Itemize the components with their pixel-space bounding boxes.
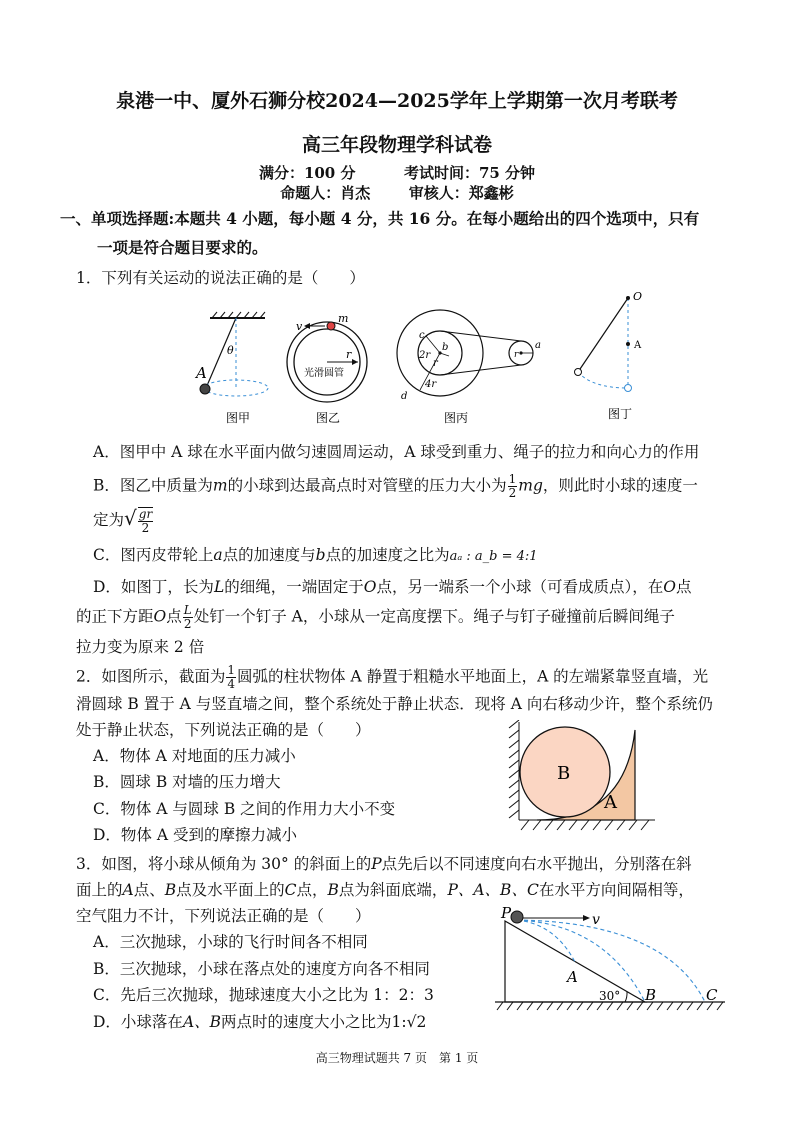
q1-stem: 1．下列有关运动的说法正确的是（ ） — [76, 269, 365, 287]
q3-figure — [495, 906, 730, 1016]
bing-label-4r: 4r — [425, 379, 437, 390]
q3-option-A: A．三次抛球，小球的飞行时间各不相同 — [93, 933, 368, 951]
q2-stem-line1: 2．如图所示，截面为 $\frac{1}{4}$ 圆弧的柱状物体 A 静置于粗糙水平地面上，A 的左端紧靠竖直墙，光 — [76, 663, 709, 691]
q1-B-fraction: $\frac{1}{2}$ — [508, 472, 517, 500]
exam-meta-row2 — [0, 182, 794, 203]
q1-option-A: A．图甲中 A 球在水平面内做匀速圆周运动，A 球受到重力、绳子的拉力和向心力的作用 — [93, 443, 700, 461]
q1-B-text3: ，则此时小球的速度一 — [542, 476, 698, 495]
ding-label-O: O — [633, 290, 643, 303]
jia-label-theta: θ — [227, 344, 234, 357]
q1-B-mg: mg — [518, 476, 543, 495]
fig-label-A: A — [604, 792, 617, 813]
bing-label-r-small: r — [514, 350, 519, 360]
figure-ding — [575, 290, 643, 421]
q1-option-B-line2: 定为√ $\frac{gr}{2}$ — [93, 506, 153, 535]
q3-fig-label-C: C — [706, 986, 718, 1004]
q3-fig-label-angle: 30° — [599, 989, 621, 1003]
page-footer: 高三物理试题共 7 页 第 1 页 — [315, 1051, 479, 1065]
q1-B-m: m — [212, 476, 228, 495]
yi-label-m: m — [338, 312, 349, 325]
ding-label-A: A — [634, 340, 642, 351]
q3-option-C: C．先后三次抛球，抛球速度大小之比为 1：2：3 — [93, 986, 434, 1004]
exam-subtitle: 高三年段物理学科试卷 — [301, 134, 492, 156]
yi-label-r: r — [346, 348, 352, 361]
q2-fraction: $\frac{1}{4}$ — [227, 663, 236, 691]
q1-option-D-line3: 拉力变为原来 2 倍 — [76, 638, 205, 656]
section1-heading-line1: 一、单项选择题:本题共 4 小题，每小题 4 分，共 16 分。在每小题给出的四个选项中，只有 — [60, 209, 700, 228]
bing-label-b: b — [442, 342, 449, 353]
q2-option-A: A．物体 A 对地面的压力减小 — [93, 747, 296, 765]
figure-caption-jia: 图甲 — [226, 411, 251, 425]
figure-bing — [397, 310, 541, 425]
q2-option-B: B．圆球 B 对墙的压力增大 — [93, 773, 281, 791]
q1-figures — [190, 290, 670, 430]
jia-label-A: A — [196, 364, 207, 382]
q3-stem-line3: 空气阻力不计，下列说法正确的是（ ） — [76, 907, 371, 925]
bing-label-2r: 2r — [419, 350, 431, 361]
q1-B-text4: 定为 — [93, 511, 125, 529]
q2-figure — [505, 720, 665, 835]
q3-fig-label-v: v — [592, 912, 600, 928]
q3-stem-line2: 面上的A点、B点及水平面上的C点，B点为斜面底端，P、A、B、C在水平方向间隔相等， — [76, 881, 694, 899]
exam-meta-row1 — [0, 162, 794, 183]
yi-label-v: v — [296, 320, 303, 333]
bing-label-r: r — [433, 358, 438, 369]
question-reviewer: 审核人：郑鑫彬 — [408, 184, 514, 202]
q2-stem-line3: 处于静止状态，下列说法正确的是（ ） — [76, 721, 371, 739]
fig-label-B: B — [557, 763, 571, 784]
q1-B-text1: B．图乙中质量为 — [93, 476, 213, 495]
q3-stem-line1: 3．如图，将小球从倾角为 30° 的斜面上的P点先后以不同速度向右水平抛出，分别落在斜 — [76, 855, 692, 873]
q3-option-B: B．三次抛球，小球在落点处的速度方向各不相同 — [93, 960, 430, 978]
q1-B-text2: 的小球到达最高点时对管壁的压力大小为 — [227, 476, 507, 495]
q2-option-C: C．物体 A 与圆球 B 之间的作用力大小不变 — [93, 800, 396, 818]
q2-option-D: D．物体 A 受到的摩擦力减小 — [93, 826, 297, 844]
bing-label-a: a — [535, 340, 541, 351]
figure-caption-yi: 图乙 — [316, 411, 341, 425]
q3-fig-label-B: B — [645, 986, 657, 1004]
q3-fig-label-A: A — [567, 968, 578, 986]
exam-time: 考试时间：75 分钟 — [403, 164, 536, 182]
figure-caption-ding: 图丁 — [608, 407, 633, 421]
q3-D-ratio: 1:√2 — [391, 1013, 427, 1031]
question-author: 命题人：肖杰 — [280, 184, 371, 202]
q1-option-D-line2: 的正下方距O点 $\frac{L}{2}$ 处钉一个钉子 A，小球从一定高度摆下。绳子与钉子碰撞前后瞬间绳子 — [76, 603, 675, 631]
q1-option-B-line1 — [93, 473, 698, 500]
bing-label-d: d — [401, 391, 408, 402]
figure-yi — [287, 312, 367, 425]
figure-jia — [194, 312, 268, 425]
q2-stem-line2: 滑圆球 B 置于 A 与竖直墙之间，整个系统处于静止状态．现将 A 向右移动少许，整个系统仍 — [76, 695, 713, 713]
q1-option-C: C．图丙皮带轮上a点的加速度与b点的加速度之比为aₐ : a_b = 4:1 — [93, 546, 538, 564]
q3-fig-label-P: P — [501, 906, 512, 922]
q1-C-ratio: aₐ : a_b = 4:1 — [449, 549, 538, 564]
q3-option-D: D．小球落在A、B两点时的速度大小之比为1:√2 — [93, 1013, 427, 1031]
q1-D-fraction: $\frac{L}{2}$ — [183, 603, 192, 631]
q1-B-sqrt-fraction: $\frac{gr}{2}$ — [138, 507, 153, 535]
exam-title: 泉港一中、厦外石狮分校2024—2025学年上学期第一次月考联考 — [116, 90, 678, 112]
yi-label-tube: 光滑圆管 — [304, 368, 344, 379]
full-score: 满分：100 分 — [258, 164, 356, 182]
section1-heading-line2: 一项是符合题目要求的。 — [97, 238, 268, 257]
q1-option-D-line1: D．如图丁，长为L的细绳，一端固定于O点，另一端系一个小球（可看成质点），在O点 — [93, 578, 692, 596]
bing-label-c: c — [419, 330, 425, 341]
figure-caption-bing: 图丙 — [444, 411, 469, 425]
